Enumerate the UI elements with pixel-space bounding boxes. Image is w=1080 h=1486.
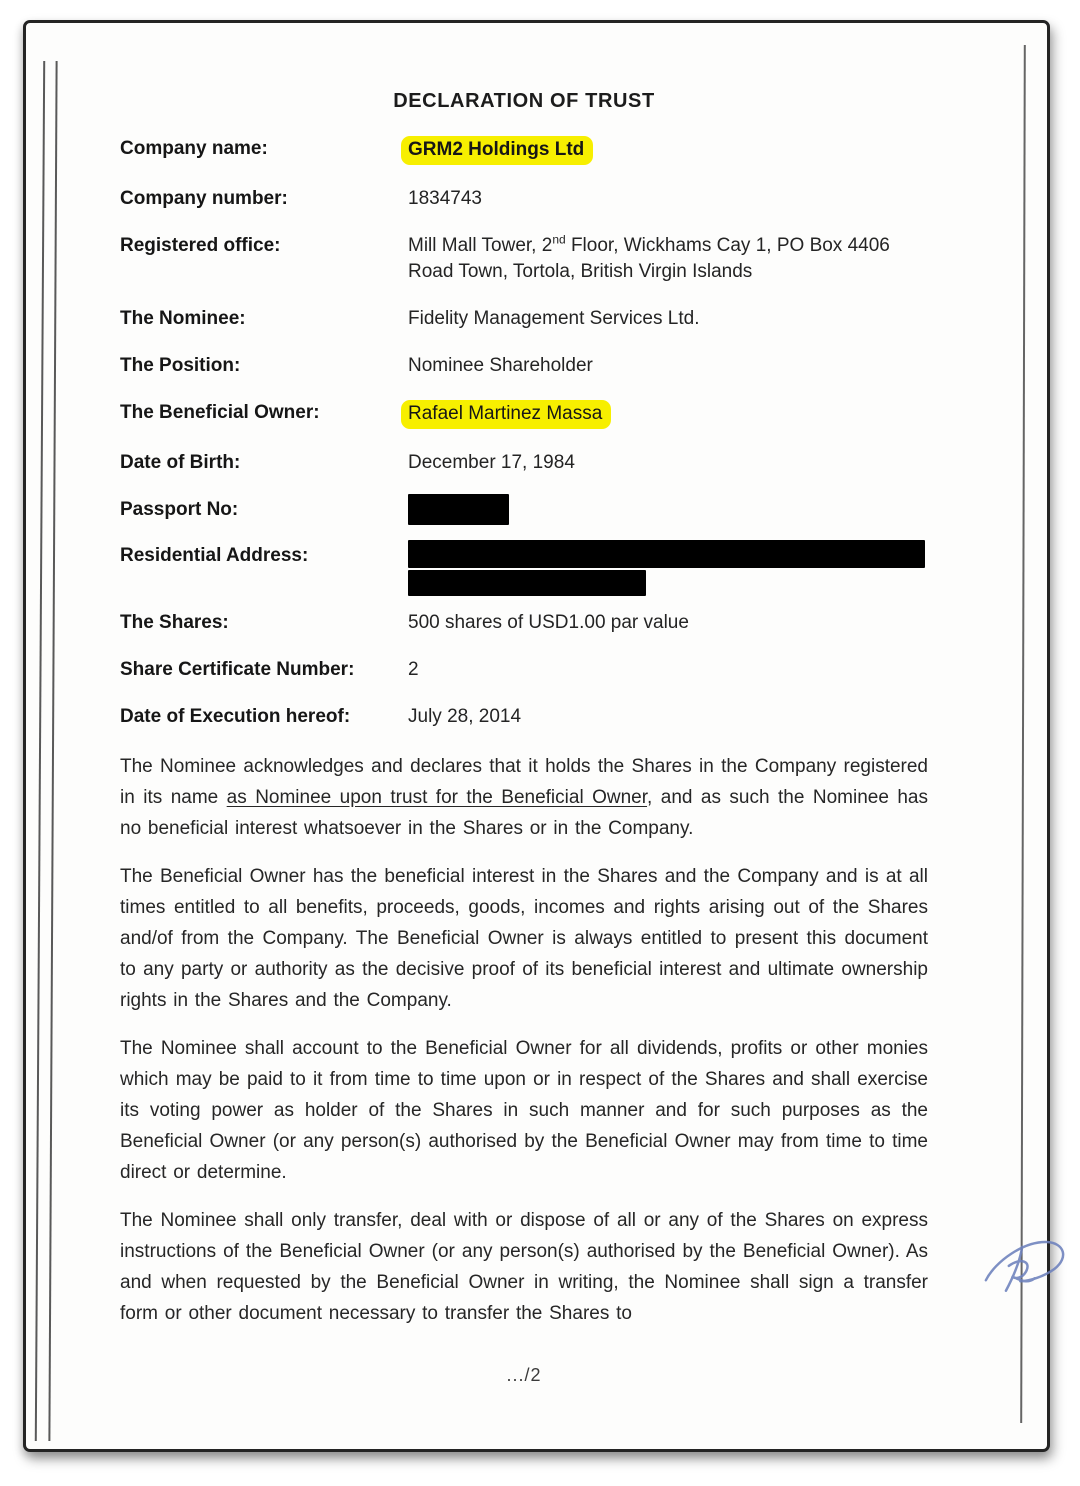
- field-value: Nominee Shareholder: [408, 355, 593, 376]
- paragraph-text: The Nominee acknowledges and declares that it holds the Shares in the Company registered in its name: [120, 756, 928, 808]
- underlined-phrase: as Nominee upon trust for the Beneficial Owner: [226, 787, 648, 808]
- field-value: Fidelity Management Services Ltd.: [408, 308, 700, 329]
- field-row-registered-office: [120, 233, 928, 285]
- field-value: [408, 233, 928, 285]
- paragraph-beneficial-interest: The Beneficial Owner has the beneficial interest in the Shares and the Company and is at all times entitled to all benefits, proceeds, goods, incomes and rights arising out of the Shares and/of from the Company. The Beneficial Owner is always entitled to present this document to any party or authority as the decisive proof of its beneficial interest and ultimate ownership rights in the Shares and the Company.: [120, 866, 928, 1011]
- field-value: 1834743: [408, 188, 482, 209]
- field-label: Company number:: [120, 188, 288, 209]
- highlighted-value: Rafael Martinez Massa: [401, 400, 611, 429]
- field-label: Residential Address:: [120, 545, 309, 566]
- field-label: The Position:: [120, 355, 241, 376]
- paragraph-dividends: The Nominee shall account to the Beneficial Owner for all dividends, profits or other monies which may be paid to it from time to time upon or in respect of the Shares and shall exercise its voting power as holder of the Shares in such manner and for such purposes as the Beneficial Owner (or any person(s) authorised by the Beneficial Owner may from time to time direct or determine.: [120, 1038, 928, 1183]
- field-label: Company name:: [120, 138, 268, 159]
- scan-artifact-line-left-2: [48, 61, 57, 1441]
- field-row-date-of-execution: [120, 704, 928, 730]
- field-label: The Nominee:: [120, 308, 246, 329]
- field-label: The Shares:: [120, 612, 229, 633]
- scan-artifact-line-left-1: [35, 61, 45, 1441]
- address-line2: Road Town, Tortola, British Virgin Islands: [408, 261, 753, 282]
- field-row-company-name: [120, 136, 928, 165]
- field-label: Share Certificate Number:: [120, 659, 355, 680]
- field-label: The Beneficial Owner:: [120, 402, 320, 423]
- field-row-position: [120, 353, 928, 379]
- document-body: [120, 23, 928, 1386]
- document-title: DECLARATION OF TRUST: [393, 90, 655, 112]
- field-row-nominee: [120, 306, 928, 332]
- field-label: Passport No:: [120, 499, 239, 520]
- paragraph-declaration: [120, 751, 928, 844]
- redaction-box: [408, 494, 509, 525]
- address-line1-pre: Mill Mall Tower, 2: [408, 235, 553, 256]
- page-number-marker: .../2: [506, 1365, 542, 1385]
- address-line1-post: Floor, Wickhams Cay 1, PO Box 4406: [565, 235, 890, 256]
- field-row-shares: [120, 610, 928, 636]
- field-row-residential-address: [120, 543, 928, 596]
- field-value: December 17, 1984: [408, 452, 575, 473]
- body-paragraphs: [120, 751, 928, 1329]
- ordinal-suffix: nd: [552, 232, 566, 247]
- field-value: 500 shares of USD1.00 par value: [408, 612, 689, 633]
- field-value: 2: [408, 659, 419, 680]
- highlighted-value: GRM2 Holdings Ltd: [401, 136, 593, 165]
- redaction-box: [408, 570, 646, 596]
- field-row-company-number: [120, 186, 928, 212]
- paragraph-text: , and as such the Nominee has no beneficial interest whatsoever in the Shares or in the Company.: [120, 787, 928, 839]
- field-row-beneficial-owner: [120, 400, 928, 429]
- handwritten-initial-r-icon: [978, 1221, 1074, 1307]
- field-row-share-certificate: [120, 657, 928, 683]
- field-list: [120, 136, 928, 730]
- field-row-date-of-birth: [120, 450, 928, 476]
- field-value: July 28, 2014: [408, 706, 522, 727]
- scan-artifact-line-right: [1020, 45, 1026, 1423]
- field-label: Registered office:: [120, 235, 281, 256]
- field-label: Date of Execution hereof:: [120, 706, 351, 727]
- scanned-page: [23, 20, 1050, 1452]
- field-label: Date of Birth:: [120, 452, 241, 473]
- field-row-passport: [120, 497, 928, 525]
- paragraph-transfer: The Nominee shall only transfer, deal with or dispose of all or any of the Shares on express instructions of the Beneficial Owner (or any person(s) authorised by the Beneficial Owner). As and when requested by the Beneficial Owner in writing, the Nominee shall sign a transfer form or other document necessary to transfer the Shares to: [120, 1210, 928, 1324]
- redaction-box: [408, 540, 925, 568]
